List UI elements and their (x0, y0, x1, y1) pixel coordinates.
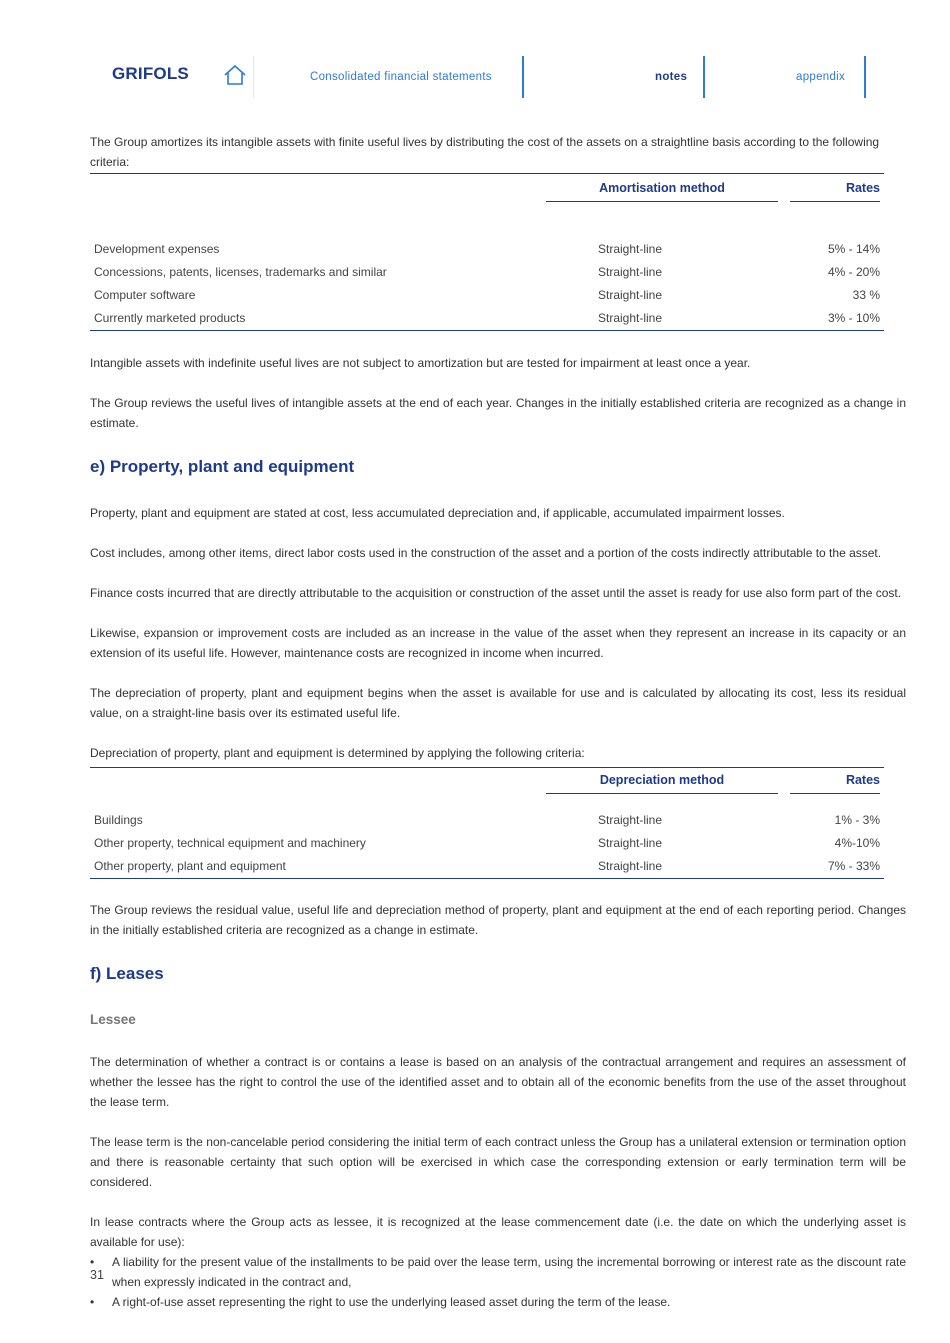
amortisation-table (90, 173, 906, 331)
row-method: Straight-line (598, 242, 663, 256)
row-rate: 7% - 33% (827, 859, 880, 873)
paragraph: Depreciation of property, plant and equipment is determined by applying the following criteria: (90, 746, 585, 760)
table-body (90, 809, 884, 879)
row-method: Straight-line (598, 265, 663, 279)
row-rate: 4% - 20% (827, 265, 880, 279)
table-row (90, 284, 884, 307)
row-rate: 33 % (852, 288, 880, 302)
row-label: Other property, technical equipment and machinery (94, 836, 366, 850)
paragraph: The lease term is the non-cancelable period considering the initial term of each contract unless the Group has a unilateral extension or termination option and there is reasonable certainty that such option will be exercised in which case the corresponding extension or early termination term will be considered. (90, 1135, 906, 1189)
column-header-method: Amortisation method (546, 178, 778, 202)
depreciation-table (90, 767, 906, 880)
table-body (90, 238, 884, 331)
divider (703, 56, 705, 98)
row-label: Currently marketed products (94, 311, 246, 325)
section-title-leases: f) Leases (90, 964, 164, 983)
row-label: Other property, plant and equipment (94, 859, 286, 873)
row-label: Computer software (94, 288, 196, 302)
intangible-intro: The Group amortizes its intangible assets with finite useful lives by distributing the cost of the assets on a straightline basis according to the following criteria: (90, 135, 880, 169)
column-header-rates: Rates (790, 770, 880, 794)
row-rate: 1% - 3% (834, 813, 880, 827)
table-row (90, 809, 884, 832)
list-item: • A liability for the present value of the installments to be paid over the lease term, using the incremental borrowing or interest rate as the discount rate when expressly indicated in the contract and, (90, 1252, 906, 1292)
page-header (0, 0, 950, 112)
subsection-title-lessee: Lessee (90, 1012, 136, 1027)
row-rate: 3% - 10% (827, 311, 880, 325)
paragraph: Property, plant and equipment are stated at cost, less accumulated depreciation and, if applicable, accumulated impairment losses. (90, 506, 785, 520)
divider (253, 56, 254, 98)
home-icon[interactable] (222, 62, 248, 88)
table-top-rule (90, 173, 884, 174)
bullet-list (90, 1252, 906, 1312)
table-row (90, 855, 884, 878)
table-top-rule (90, 767, 884, 768)
row-method: Straight-line (598, 288, 663, 302)
row-method: Straight-line (598, 813, 663, 827)
grifols-logo[interactable]: GRIFOLS (112, 64, 189, 83)
row-method: Straight-line (598, 859, 663, 873)
row-rate: 5% - 14% (827, 242, 880, 256)
column-header-method: Depreciation method (546, 770, 778, 794)
nav-consolidated-financial-statements[interactable]: Consolidated financial statements (310, 71, 492, 83)
nav-appendix[interactable]: appendix (796, 71, 846, 83)
row-label: Concessions, patents, licenses, trademarks and similar (94, 265, 387, 279)
paragraph: The depreciation of property, plant and equipment begins when the asset is available for use and is calculated by allocating its cost, less its residual value, on a straight-line basis over its estimated useful life. (90, 686, 906, 720)
paragraph: Finance costs incurred that are directly attributable to the acquisition or construction of the asset until the asset is ready for use also form part of the cost. (90, 586, 902, 600)
page-number: 31 (90, 1268, 104, 1282)
section-title-ppe: e) Property, plant and equipment (90, 457, 355, 476)
row-method: Straight-line (598, 311, 663, 325)
paragraph: The Group reviews the useful lives of intangible assets at the end of each year. Changes in the initially established criteria are recognized as a change in estimate. (90, 396, 906, 430)
paragraph: The Group reviews the residual value, useful life and depreciation method of property, plant and equipment at the end of each reporting period. Changes in the initially established criteria are recognized as a change in estimate. (90, 903, 906, 937)
row-method: Straight-line (598, 836, 663, 850)
table-row (90, 238, 884, 261)
paragraph: Cost includes, among other items, direct labor costs used in the construction of the asset and a portion of the costs indirectly attributable to the asset. (90, 546, 882, 560)
column-header-rates: Rates (790, 178, 880, 202)
paragraph: The determination of whether a contract is or contains a lease is based on an analysis of the contractual arrangement and requires an assessment of whether the lessee has the right to control the use of the identified asset and to obtain all of the economic benefits from the use of the asset throughout the lease term. (90, 1055, 906, 1109)
paragraph: Likewise, expansion or improvement costs are included as an increase in the value of the asset when they represent an increase in its capacity or an extension of its useful life. However, maintenance costs are recognized in income when incurred. (90, 626, 906, 660)
table-row (90, 261, 884, 284)
divider (864, 56, 866, 98)
row-rate: 4%-10% (834, 836, 880, 850)
table-row (90, 307, 884, 330)
page-content (90, 132, 906, 1312)
paragraph: Intangible assets with indefinite useful lives are not subject to amortization but are tested for impairment at least once a year. (90, 356, 751, 370)
row-label: Buildings (94, 813, 143, 827)
divider (522, 56, 524, 98)
nav-notes[interactable]: notes (655, 71, 688, 83)
table-row (90, 832, 884, 855)
row-label: Development expenses (94, 242, 220, 256)
list-item: • A right-of-use asset representing the right to use the underlying leased asset during the term of the lease. (90, 1292, 906, 1312)
paragraph: In lease contracts where the Group acts as lessee, it is recognized at the lease commencement date (i.e. the date on which the underlying asset is available for use): (90, 1215, 906, 1249)
